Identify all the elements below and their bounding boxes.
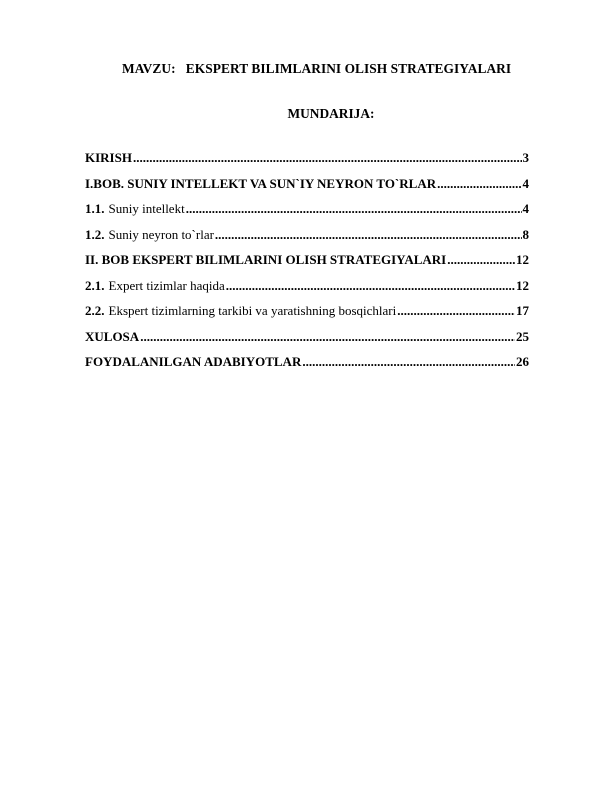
toc-entry-page: 3 — [522, 150, 529, 165]
toc-entry-1-1[interactable] — [85, 201, 529, 227]
toc-entry-title: Suniy intellekt — [108, 201, 185, 216]
toc-dot-leader — [186, 201, 522, 217]
toc-dot-leader — [140, 329, 515, 345]
toc-entry-page: 8 — [522, 226, 529, 242]
toc-entry-title: Ekspert tizimlarning tarkibi va yaratishning bosqichlari — [108, 303, 397, 318]
toc-entry-title: XULOSA — [85, 328, 140, 344]
toc-entry-1-2[interactable] — [85, 227, 529, 253]
toc-entry-title: FOYDALANILGAN ADABIYOTLAR — [85, 354, 302, 369]
toc-entry-title: II. BOB EKSPERT BILIMLARINI OLISH STRATEGIYALARI — [85, 252, 447, 267]
toc-dot-leader — [215, 227, 522, 243]
toc-entry-page: 26 — [516, 354, 529, 369]
toc-dot-leader — [133, 150, 522, 166]
toc-entry-title: Suniy neyron to`rlar — [108, 226, 214, 242]
toc-entry-page: 25 — [516, 328, 529, 344]
toc-entry-page: 4 — [522, 201, 529, 216]
toc-entry-xulosa[interactable] — [85, 329, 529, 355]
toc-entry-page: 12 — [516, 252, 529, 267]
toc-entry-title: KIRISH — [85, 150, 132, 165]
toc-entry-number: 1.1. — [85, 201, 105, 216]
toc-dot-leader — [437, 176, 521, 192]
toc-entry-references[interactable] — [85, 354, 529, 380]
toc-entry-number: 2.1. — [85, 277, 105, 293]
toc-entry-number: 2.2. — [85, 303, 105, 318]
toc-dot-leader — [447, 252, 515, 268]
table-of-contents — [85, 150, 529, 380]
toc-dot-leader — [226, 278, 515, 294]
document-topic: MAVZU: EKSPERT BILIMLARINI OLISH STRATEGIYALARI — [122, 61, 512, 76]
contents-title: MUNDARIJA: — [287, 106, 375, 121]
toc-entry-chapter-1[interactable] — [85, 176, 529, 202]
toc-entry-kirish[interactable] — [85, 150, 529, 176]
toc-entry-2-1[interactable] — [85, 278, 529, 304]
toc-entry-2-2[interactable] — [85, 303, 529, 329]
toc-dot-leader — [397, 303, 515, 319]
toc-entry-title: Expert tizimlar haqida — [108, 277, 225, 293]
toc-entry-chapter-2[interactable] — [85, 252, 529, 278]
toc-entry-page: 12 — [516, 277, 529, 293]
toc-entry-title: I.BOB. SUNIY INTELLEKT VA SUN`IY NEYRON TO`RLAR — [85, 175, 437, 191]
toc-entry-page: 4 — [522, 175, 529, 191]
toc-entry-page: 17 — [516, 303, 529, 318]
toc-entry-number: 1.2. — [85, 226, 105, 242]
toc-dot-leader — [302, 354, 515, 370]
